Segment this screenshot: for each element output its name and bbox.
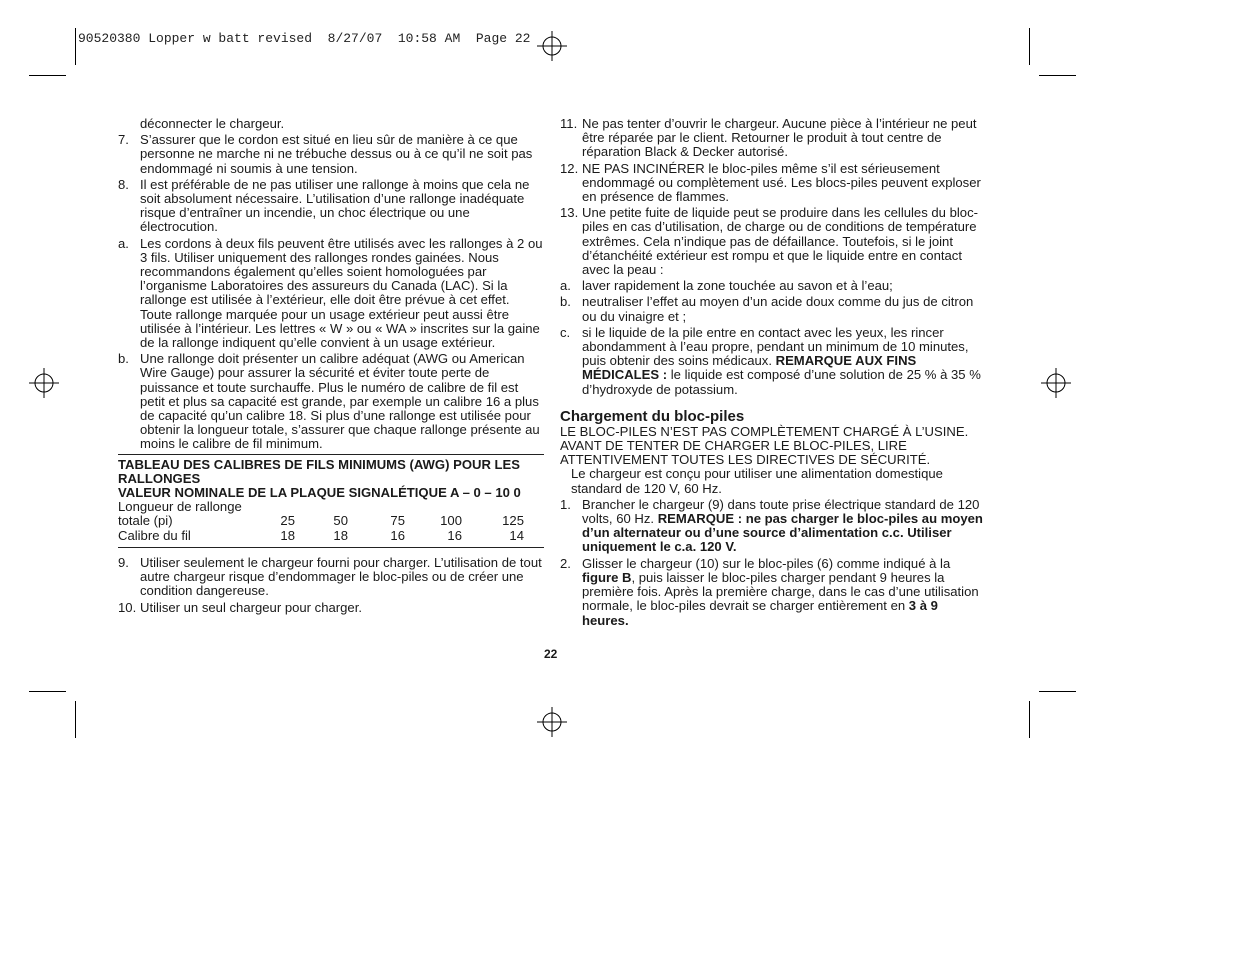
list-item-10: 10. Utiliser un seul chargeur pour charger.	[118, 599, 362, 615]
list-item-8: 8. Il est préférable de ne pas utiliser une rallonge à moins que cela ne soit absolument nécessaire. L’utilisation d’une rallonge inadéquate risque d’entraîner un incendie, un choc électrique ou une électrocution.	[118, 176, 530, 235]
registration-mark-right-icon	[1041, 368, 1071, 398]
registration-mark-top-icon	[537, 31, 567, 61]
list-item-9: 9. Utiliser seulement le chargeur fourni pour charger. L’utilisation de tout autre chargeur risque d’endommager le bloc-piles ou de créer une condition dangereuse.	[118, 554, 542, 599]
list-item-a: a. Les cordons à deux fils peuvent être utilisés avec les rallonges à 2 ou 3 fils. Utiliser uniquement des rallonges rondes gainées. Nous recommandons également qu’elles soient homologuées par l’organisme Laboratoires des assureurs du Canada (LAC). Si la rallonge est utilisée à l’extérieur, elle doit être prévue à cet effet. Toute rallonge marquée pour un usage extérieur peut aussi être utilisée à l’intérieur. Les lettres « W » ou « WA » inscrites sur la gaine de la rallonge indiquent qu’elle convient à un usage extérieur.	[118, 235, 543, 351]
section-caps-warning: LE BLOC-PILES N’EST PAS COMPLÈTEMENT CHARGÉ À L’USINE. AVANT DE TENTER DE CHARGER LE BLOC-PILES, LIRE ATTENTIVEMENT TOUTES LES DIRECTIVES DE SÉCURITÉ.	[560, 423, 969, 468]
table-row-label: Longueur de rallonge	[118, 499, 242, 515]
step-1: 1. Brancher le chargeur (9) dans toute prise électrique standard de 120 volts, 60 Hz. REMARQUE : ne pas charger le bloc-piles au moyen d’un alternateur ou d’une source d’alimentation c.c. Utiliser uniquement le c.a. 120 V.	[560, 496, 983, 555]
list-item-12: 12. NE PAS INCINÉRER le bloc-piles même s’il est sérieusement endommagé ou complètement usé. Les blocs-piles peuvent exploser en présence de flammes.	[560, 160, 981, 205]
crop-mark-br-h	[1039, 691, 1076, 692]
table-row: Calibre du fil 18 18 16 16 14	[118, 527, 524, 543]
registration-mark-bottom-icon	[537, 707, 567, 737]
table-row: totale (pi) 25 50 75 100 125	[118, 513, 524, 529]
section-intro: Le chargeur est conçu pour utiliser une alimentation domestique standard de 120 V, 60 Hz.	[571, 466, 943, 496]
intro-continuation: déconnecter le chargeur.	[140, 116, 285, 131]
list-item-b: b. Une rallonge doit présenter un calibre adéquat (AWG ou American Wire Gauge) pour assurer la sécurité et éviter toute perte de puissance et toute surchauffe. Plus le numéro de calibre de fil est petit et plus sa capacité est grande, par exemple un calibre 16 a plus de capacité qu’un calibre 18. Si plus d’une rallonge est utilisée pour obtenir la longueur totale, s’assurer que chaque rallonge présente au moins le calibre de fil minimum.	[118, 351, 540, 452]
crop-mark-bl-h	[29, 691, 66, 692]
table-title: TABLEAU DES CALIBRES DE FILS MINIMUMS (AWG) POUR LES RALLONGES	[118, 456, 521, 486]
crop-mark-tl-h	[29, 75, 66, 76]
list-item-a: a. laver rapidement la zone touchée au savon et à l’eau;	[560, 278, 893, 294]
list-item-13: 13. Une petite fuite de liquide peut se produire dans les cellules du bloc-piles en cas d’utilisation, de charge ou de conditions de température extrêmes. Cela n’indique pas de défaillance. Toutefois, si le joint d’étanchéité extérieur est rompu et que le liquide entre en contact avec la peau :	[560, 205, 978, 278]
list-item-11: 11. Ne pas tenter d’ouvrir le chargeur. Aucune pièce à l’intérieur ne peut être réparée par le client. Retourner le produit à tout centre de réparation Black & Decker autorisé.	[560, 116, 977, 160]
table-subtitle: VALEUR NOMINALE DE LA PLAQUE SIGNALÉTIQUE A – 0 – 10 0	[118, 485, 521, 501]
list-item-7: 7. S’assurer que le cordon est situé en lieu sûr de manière à ce que personne ne marche ni ne trébuche dessus ou à ce qu’il ne soit pas endommagé ni soumis à une tension.	[118, 132, 533, 176]
crop-mark-bl-v	[75, 701, 76, 738]
page-number: 22	[544, 647, 558, 661]
crop-mark-br-v	[1029, 701, 1030, 738]
crop-mark-tr-h	[1039, 75, 1076, 76]
right-column	[560, 117, 986, 630]
registration-mark-left-icon	[29, 368, 59, 398]
crop-mark-tl-v	[75, 28, 76, 65]
list-item-b: b. neutraliser l’effet au moyen d’un acide doux comme du jus de citron ou du vinaigre et ;	[560, 294, 974, 324]
print-slug: 90520380 Lopper w batt revised 8/27/07 10:58 AM Page 22	[78, 31, 531, 46]
crop-mark-tr-v	[1029, 28, 1030, 65]
section-heading: Chargement du bloc-piles	[560, 407, 745, 425]
wire-gauge-table	[118, 454, 544, 548]
step-2: 2. Glisser le chargeur (10) sur le bloc-piles (6) comme indiqué à la figure B, puis laisser le bloc-piles charger pendant 9 heures la première fois. Après la première charge, dans le cas d’une utilisation normale, le bloc-piles devrait se charger entièrement en 3 à 9 heures.	[560, 555, 979, 628]
list-item-c: c. si le liquide de la pile entre en contact avec les yeux, les rincer abondamment à l’eau propre, pendant un minimum de 10 minutes, puis obtenir des soins médicaux. REMARQUE AUX FINS MÉDICALES : le liquide est composé d’une solution de 25 % à 35 % d’hydroxyde de potassium.	[560, 324, 981, 397]
left-column	[118, 117, 544, 617]
